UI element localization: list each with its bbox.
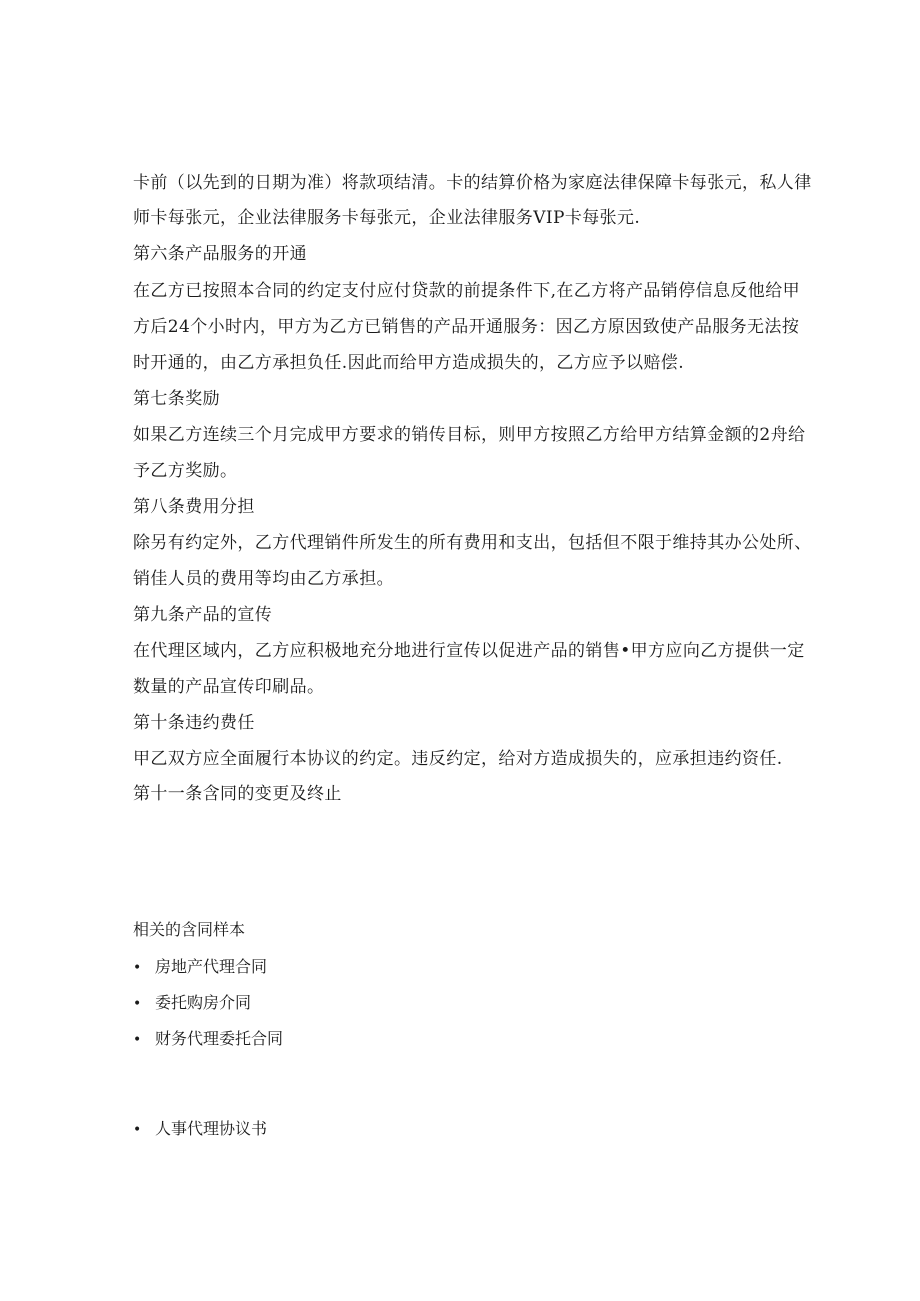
- body-line: 甲乙双方应全面履行本协议的约定。违反约定，给对方造成损失的，应承担违约资任.: [133, 749, 783, 769]
- body-line: 如果乙方连续三个月完成甲方要求的销传目标，则甲方按照乙方给甲方结算金额的2舟给: [133, 425, 806, 445]
- related-link-label[interactable]: 委托购房介同: [155, 993, 252, 1012]
- related-link-item[interactable]: [133, 1118, 267, 1141]
- body-line: 卡前（以先到的日期为准）将款项结清。卡的结算价格为家庭法律保障卡每张元，私人律: [133, 173, 812, 193]
- section-heading: 第六条产品服务的开通: [133, 244, 307, 264]
- body-line: 除另有约定外，乙方代理销件所发生的所有费用和支出，包括但不限于维持其办公处所、: [133, 533, 812, 553]
- bullet-icon: •: [133, 1032, 142, 1048]
- body-line: 方后24个小时内，甲方为乙方已销售的产品开通服务：因乙方原因致使产品服务无法按: [133, 317, 800, 337]
- related-link-item[interactable]: [133, 992, 251, 1015]
- body-line: 师卡每张元，企业法律服务卡每张元，企业法律服务VIP卡每张元.: [133, 208, 641, 228]
- body-line: 时开通的，由乙方承担负任.因此而给甲方造成损失的，乙方应予以赔偿.: [133, 353, 685, 373]
- related-link-label[interactable]: 人事代理协议书: [155, 1119, 268, 1138]
- section-heading: 第十一条含同的变更及终止: [133, 784, 342, 804]
- bullet-icon: •: [133, 1122, 142, 1138]
- related-link-label[interactable]: 房地产代理合同: [155, 957, 268, 976]
- section-heading: 第九条产品的宣传: [133, 605, 273, 625]
- section-heading: 第七条奖励: [133, 389, 220, 409]
- section-heading: 第十条违约费任: [133, 713, 255, 733]
- bullet-icon: •: [133, 960, 142, 976]
- body-line: 予乙方奖励。: [133, 461, 238, 481]
- bullet-icon: •: [133, 996, 142, 1012]
- body-line: 在乙方已按照本合同的约定支付应付贷款的前提条件下,在乙方将产品销停信息反他给甲: [133, 281, 801, 301]
- related-link-item[interactable]: [133, 1028, 283, 1051]
- related-link-label[interactable]: 财务代理委托合同: [155, 1029, 284, 1048]
- body-line: 数量的产品宣传印刷品。: [133, 677, 325, 697]
- section-heading: 第八条费用分担: [133, 497, 255, 517]
- related-samples-title: 相关的含同样本: [133, 920, 246, 939]
- related-link-item[interactable]: [133, 956, 267, 979]
- body-line: 销佳人员的费用等均由乙方承担。: [133, 569, 394, 589]
- body-line: 在代理区域内，乙方应积极地充分地进行宣传以促进产品的销售•甲方应向乙方提供一定: [133, 641, 805, 661]
